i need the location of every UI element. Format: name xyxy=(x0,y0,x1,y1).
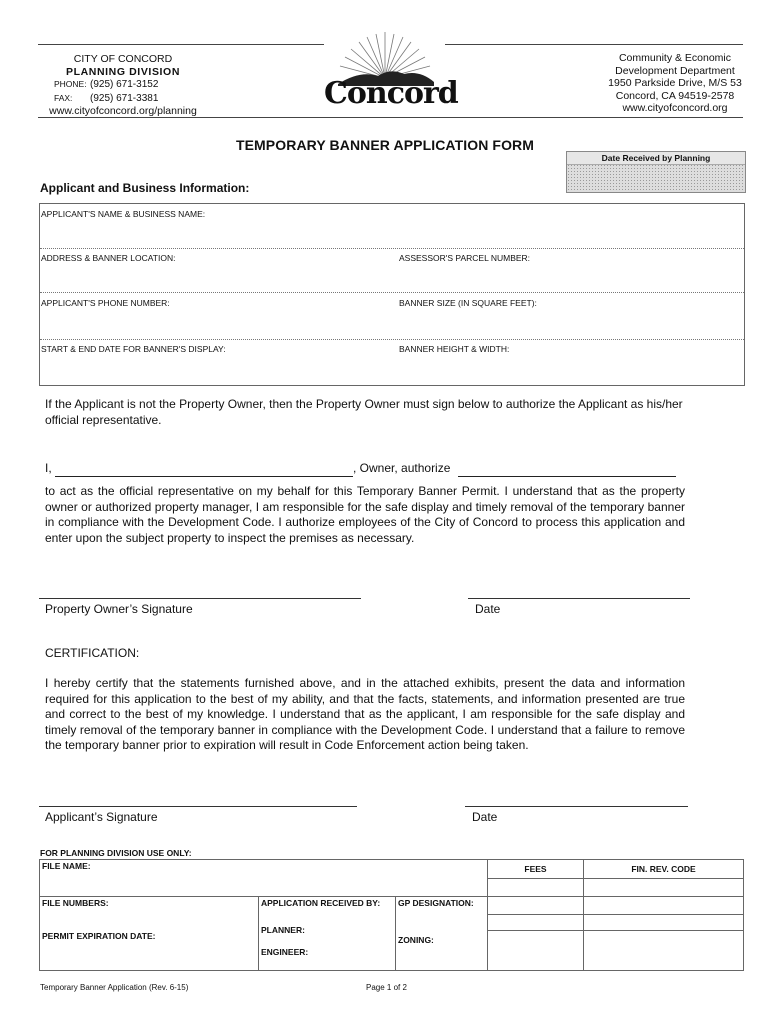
applicant-signature-label: Applicant’s Signature xyxy=(45,810,158,824)
authorize-body: to act as the official representative on my behalf for this Temporary Banner Permit. I understand that as the property owner or authorized property manager, I am responsible for the safe display and timely removal of the temporary banner in compliance with the Development Code. I authorize employees of the City of Concord to process this application and enter upon the subject property to inspect the premises as necessary. xyxy=(45,484,685,545)
header-right-block xyxy=(585,52,765,115)
concord-logo xyxy=(320,30,458,112)
dept-website: www.cityofconcord.org xyxy=(622,102,728,115)
field-label-name: APPLICANT'S NAME & BUSINESS NAME: xyxy=(41,209,206,219)
office-planner: PLANNER: xyxy=(261,924,305,935)
field-row-dates xyxy=(40,339,744,385)
owner-name-input[interactable] xyxy=(55,463,353,477)
date-received-label: Date Received by Planning xyxy=(567,152,745,165)
office-fees-header: FEES xyxy=(488,860,584,879)
office-fin-rev-cell[interactable] xyxy=(584,931,744,971)
dept-line-1: Community & Economic xyxy=(618,52,732,64)
office-fees-cell[interactable] xyxy=(488,915,584,931)
section-title: Applicant and Business Information: xyxy=(40,181,250,195)
form-title: TEMPORARY BANNER APPLICATION FORM xyxy=(235,137,535,153)
office-fin-rev-header: FIN. REV. CODE xyxy=(584,860,744,879)
field-display-dates[interactable]: START & END DATE FOR BANNER'S DISPLAY: xyxy=(41,344,226,354)
office-engineer: ENGINEER: xyxy=(261,946,309,957)
field-banner-height-width[interactable]: BANNER HEIGHT & WIDTH: xyxy=(399,344,510,354)
certification-text: I hereby certify that the statements furnished above, and in the attached exhibits, present the data and information required for this application to the best of my ability, and that the facts, statements, and information presented are true and correct to the best of my knowledge. I understand that as the applicant, I am responsible for the safe display and timely removal of the temporary banner in compliance with the Development Code. I understand that a failure to remove the temporary banner prior to expiration will result in Code Enforcement action being taken. xyxy=(45,676,685,752)
office-permit-expiration[interactable]: PERMIT EXPIRATION DATE: xyxy=(40,931,259,971)
office-fees-cell[interactable] xyxy=(488,931,584,971)
phone-number: (925) 671-3152 xyxy=(90,79,159,90)
owner-signature-line[interactable] xyxy=(39,598,361,599)
date-received-box xyxy=(566,151,746,193)
office-file-name[interactable]: FILE NAME: xyxy=(40,860,488,897)
applicant-date-line[interactable] xyxy=(465,806,688,807)
office-fin-rev-cell[interactable] xyxy=(584,915,744,931)
office-use-title: FOR PLANNING DIVISION USE ONLY: xyxy=(40,848,192,858)
office-fees-cell[interactable] xyxy=(488,879,584,897)
dept-line-2: Development Department xyxy=(615,64,735,77)
office-fin-rev-cell[interactable] xyxy=(584,879,744,897)
office-zoning[interactable]: ZONING: xyxy=(396,915,488,971)
field-parcel[interactable]: ASSESSOR'S PARCEL NUMBER: xyxy=(399,253,531,263)
dept-city: Concord, CA 94519-2578 xyxy=(615,89,735,102)
field-applicant-name[interactable] xyxy=(40,204,744,248)
office-gp-designation[interactable]: GP DESIGNATION: xyxy=(396,897,488,915)
office-fees-cell[interactable] xyxy=(488,897,584,915)
owner-signature-label: Property Owner’s Signature xyxy=(45,602,193,616)
applicant-date-label: Date xyxy=(472,810,498,824)
authorize-middle: , Owner, authorize xyxy=(353,461,451,475)
division-name: PLANNING DIVISION xyxy=(65,65,181,78)
field-row-address xyxy=(40,248,744,292)
dept-address: 1950 Parkside Drive, M/S 53 xyxy=(608,77,742,90)
field-row-phone xyxy=(40,292,744,339)
header-rule-left xyxy=(38,44,324,45)
phone-line: PHONE: (925) 671-3152 xyxy=(54,79,159,90)
office-use-table xyxy=(39,859,744,971)
applicant-signature-line[interactable] xyxy=(39,806,357,807)
header-rule-right xyxy=(445,44,743,45)
certification-title: CERTIFICATION: xyxy=(45,646,140,660)
owner-date-label: Date xyxy=(475,602,501,616)
office-planner-engineer[interactable] xyxy=(259,915,396,971)
planning-website: www.cityofconcord.org/planning xyxy=(49,105,197,117)
field-phone[interactable]: APPLICANT'S PHONE NUMBER: xyxy=(41,298,170,308)
footer-form-name: Temporary Banner Application (Rev. 6-15) xyxy=(40,983,189,992)
field-banner-size[interactable]: BANNER SIZE (IN SQUARE FEET): xyxy=(399,298,537,308)
logo-wordmark: Concord xyxy=(324,76,458,111)
fax-line: FAX: (925) 671-3381 xyxy=(54,92,159,104)
header-left-block xyxy=(38,53,208,118)
applicant-info-box xyxy=(39,203,745,386)
authorize-prefix: I, xyxy=(45,461,52,475)
applicant-name-input[interactable] xyxy=(458,463,676,477)
field-address[interactable]: ADDRESS & BANNER LOCATION: xyxy=(41,253,176,263)
fax-number: (925) 671-3381 xyxy=(90,92,159,104)
office-received-by[interactable]: APPLICATION RECEIVED BY: xyxy=(259,897,396,915)
footer-page-number: Page 1 of 2 xyxy=(366,983,407,992)
office-file-numbers[interactable]: FILE NUMBERS: xyxy=(40,897,259,931)
authorize-line xyxy=(45,461,695,477)
owner-date-line[interactable] xyxy=(468,598,690,599)
owner-note: If the Applicant is not the Property Owner, then the Property Owner must sign below to authorize the Applicant as his/her official representative. xyxy=(45,397,683,427)
city-name: CITY OF CONCORD xyxy=(73,53,173,65)
office-fin-rev-cell[interactable] xyxy=(584,897,744,915)
